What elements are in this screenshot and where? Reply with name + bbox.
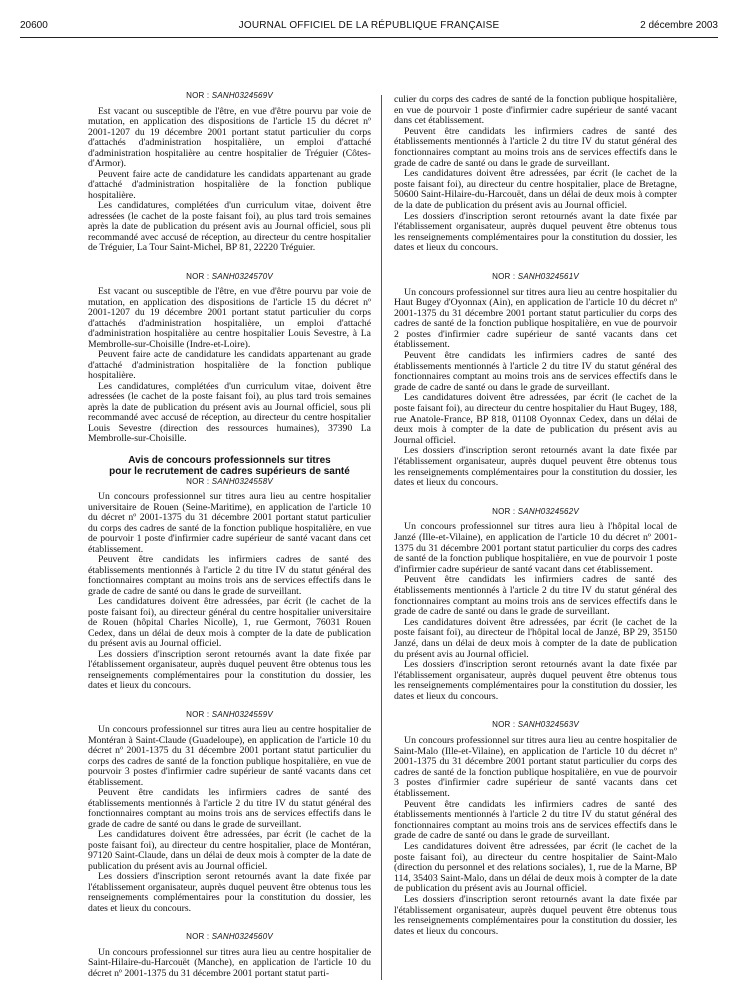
- paragraph: Les candidatures doivent être adressées, par écrit (le cachet de la poste faisant foi), au directeur du centre hospitalier, place de Bretagne, 50600 Saint-Hilaire-du-Harcouët, dans un délai de deux mois à compter de la date de publication du présent avis au Journal officiel.: [394, 168, 677, 211]
- paragraph: Peuvent être candidats les infirmiers cadres de santé des établissements mentionnés à l'article 2 du titre IV du statut général des fonctionnaires comptant au moins trois ans de services effectifs dans le grade de cadre de santé ou dans le grade de surveillant.: [394, 350, 677, 393]
- paragraph: Les candidatures doivent être adressées, par écrit (le cachet de la poste faisant foi), au directeur du centre hospitalier, place de Montéran, 97120 Saint-Claude, dans un délai de deux mois à compter de la date de publication du présent avis au Journal officiel.: [88, 829, 371, 872]
- header-rule: [20, 37, 718, 38]
- section-heading: [88, 455, 371, 477]
- paragraph: Un concours professionnel sur titres aura lieu au centre hospitalier de Saint-Malo (Ille-et-Vilaine), en application de l'article 10 du décret nº 2001-1375 du 31 décembre 2001 portant statut particulier du corps des cadres de santé de la fonction publique hospitalière, en vue de pourvoir 3 postes d'infirmier cadre supérieur de santé vacants dans cet établissement.: [394, 735, 677, 800]
- paragraph: Un concours professionnel sur titres aura lieu au centre hospitalier du Haut Bugey d'Oyonnax (Ain), en application de l'article 10 du décret nº 2001-1375 du 31 décembre 2001 portant statut particulier du corps des cadres de santé de la fonction publique hospitalière, en vue de pourvoir 2 postes d'infirmier cadre supérieur de santé vacants dans cet établissement.: [394, 286, 677, 351]
- notice-block: [394, 507, 677, 703]
- page-number: 20600: [20, 20, 48, 31]
- paragraph: culier du corps des cadres de santé de la fonction publique hospitalière, en vue de pourvoir 1 poste d'infirmier cadre supérieur de santé vacant dans cet établissement.: [394, 94, 677, 127]
- nor-reference: NOR : SANH0324560V: [186, 932, 273, 941]
- nor-reference: NOR : SANH0324561V: [492, 271, 579, 281]
- paragraph: Les candidatures doivent être adressées, par écrit (le cachet de la poste faisant foi), au directeur du centre hospitalier du Haut Bugey, 188, rue Anatole-France, BP 818, 01108 Oyonnax Cedex, dans un délai de deux mois à compter de la date de publication du présent avis au Journal officiel.: [394, 392, 677, 446]
- nor-reference: NOR : SANH0324558V: [186, 476, 273, 486]
- paragraph: Un concours professionnel sur titres aura lieu au centre hospitalier de Montéran à Saint-Claude (Guadeloupe), en application de l'article 10 du décret nº 2001-1375 du 31 décembre 2001 portant statut particulier du corps des cadres de santé de la fonction publique hospitalière, en vue de pourvoir 3 postes d'infirmier cadre supérieur de santé vacants dans cet établissement.: [88, 724, 371, 788]
- section-title: Avis de concours professionnels sur titres: [128, 454, 331, 466]
- paragraph: Peuvent être candidats les infirmiers cadres de santé des établissements mentionnés à l'article 2 du titre IV du statut général des fonctionnaires comptant au moins trois ans de services effectifs dans le grade de cadre de santé ou dans le grade de surveillant.: [394, 798, 677, 842]
- column-divider: [381, 95, 382, 980]
- paragraph: Les candidatures, complétées d'un curriculum vitae, doivent être adressées (le cachet de la poste faisant foi), au plus tard trois semaines après la date de publication du présent avis au Journal officiel, sous pli recommandé avec accusé de réception, au directeur du centre hospitalier de Tréguier, La Tour Saint-Michel, BP 81, 22220 Tréguier.: [88, 200, 371, 253]
- section-title: pour le recrutement de cadres supérieurs de santé: [109, 465, 350, 477]
- paragraph: Est vacant ou susceptible de l'être, en vue d'être pourvu par voie de mutation, en application des dispositions de l'article 15 du décret nº 2001-1207 du 19 décembre 2001 portant statut particulier du corps d'attachés d'administration hospitalière, un emploi d'attaché d'administration hospitalière au centre hospitalier Louis Sevestre, à La Membrolle-sur-Choisille (Indre-et-Loire).: [88, 286, 371, 350]
- paragraph: Peuvent être candidats les infirmiers cadres de santé des établissements mentionnés à l'article 2 du titre IV du statut général des fonctionnaires comptant au moins trois ans de services effectifs dans le grade de cadre de santé ou dans le grade de surveillant.: [88, 554, 371, 597]
- paragraph: Peuvent faire acte de candidature les candidats appartenant au grade d'attaché d'administration hospitalière de la fonction publique hospitalière.: [88, 349, 371, 381]
- page-header: [20, 20, 718, 36]
- issue-date: 2 décembre 2003: [640, 20, 718, 31]
- notice-block: [394, 272, 677, 489]
- paragraph: Les dossiers d'inscription seront retournés avant la date fixée par l'établissement organisateur, auprès duquel peuvent être obtenus tous les renseignements complémentaires pour la constitution du dossier, les dates et lieux du concours.: [394, 445, 677, 489]
- paragraph: Les candidatures doivent être adressées, par écrit (le cachet de la poste faisant foi), au directeur général du centre hospitalier universitaire de Rouen (hôpital Charles Nicolle), 1, rue Germont, 76031 Rouen Cedex, dans un délai de deux mois à compter de la date de publication du présent avis au Journal officiel.: [88, 596, 371, 649]
- notice-block: [88, 91, 371, 254]
- paragraph: Les dossiers d'inscription seront retournés avant la date fixée par l'établissement organisateur, auprès duquel peuvent être obtenus tous les renseignements complémentaires pour la constitution du dossier, les dates et lieux du concours.: [394, 659, 677, 702]
- paragraph: Les candidatures doivent être adressées, par écrit (le cachet de la poste faisant foi), au directeur du centre hospitalier de Saint-Malo (direction du personnel et des relations sociales), 1, rue de la Marne, BP 114, 35403 Saint-Malo, dans un délai de deux mois à compter de la date de publication du présent avis au Journal officiel.: [394, 841, 677, 895]
- left-column: [88, 91, 371, 979]
- paragraph: Les dossiers d'inscription seront retournés avant la date fixée par l'établissement organisateur, auprès duquel peuvent être obtenus tous les renseignements complémentaires pour la constitution du dossier, les dates et lieux du concours.: [88, 871, 371, 914]
- paragraph: Les candidatures doivent être adressées, par écrit (le cachet de la poste faisant foi), au directeur de l'hôpital local de Janzé, BP 29, 35150 Janzé, dans un délai de deux mois à compter de la date de publication du présent avis au Journal officiel.: [394, 616, 677, 660]
- nor-reference: NOR : SANH0324563V: [492, 720, 579, 730]
- paragraph: Peuvent être candidats les infirmiers cadres de santé des établissements mentionnés à l'article 2 du titre IV du statut général des fonctionnaires comptant au moins trois ans de services effectifs dans le grade de cadre de santé ou dans le grade de surveillant.: [394, 125, 677, 169]
- notice-block: [394, 95, 677, 254]
- paragraph: Un concours professionnel sur titres aura lieu au centre hospitalier universitaire de Rouen (Seine-Maritime), en application de l'article 10 du décret nº 2001-1375 du 31 décembre 2001 portant statut particulier du corps des cadres de santé de la fonction publique hospitalière, en vue de pourvoir 1 poste d'infirmier cadre supérieur de santé vacant dans cet établissement.: [88, 491, 371, 555]
- notice-block: [88, 477, 371, 692]
- paragraph: Les dossiers d'inscription seront retournés avant la date fixée par l'établissement organisateur, auprès duquel peuvent être obtenus tous les renseignements complémentaires pour la constitution du dossier, les dates et lieux du concours.: [394, 893, 677, 937]
- nor-reference: NOR : SANH0324569V: [186, 91, 273, 100]
- paragraph: Peuvent être candidats les infirmiers cadres de santé des établissements mentionnés à l'article 2 du titre IV du statut général des fonctionnaires comptant au moins trois ans de services effectifs dans le grade de cadre de santé ou dans le grade de surveillant.: [394, 574, 677, 618]
- right-column: [394, 95, 677, 937]
- nor-reference: NOR : SANH0324559V: [186, 709, 273, 719]
- paragraph: Les dossiers d'inscription seront retournés avant la date fixée par l'établissement organisateur, auprès duquel peuvent être obtenus tous les renseignements complémentaires pour la constitution du dossier, les dates et lieux du concours.: [394, 210, 677, 254]
- journal-title: JOURNAL OFFICIEL DE LA RÉPUBLIQUE FRANÇAISE: [238, 20, 500, 31]
- notice-block: [88, 272, 371, 445]
- nor-reference: NOR : SANH0324562V: [492, 506, 579, 516]
- paragraph: Peuvent être candidats les infirmiers cadres de santé des établissements mentionnés à l'article 2 du titre IV du statut général des fonctionnaires comptant au moins trois ans de services effectifs dans le grade de cadre de santé ou dans le grade de surveillant.: [88, 787, 371, 830]
- paragraph: Les candidatures, complétées d'un curriculum vitae, doivent être adressées (le cachet de la poste faisant foi), au plus tard trois semaines après la date de publication du présent avis au Journal officiel, sous pli recommandé avec accusé de réception, au directeur du centre hospitalier Louis Sevestre (direction des ressources humaines), 37390 La Membrolle-sur-Choisille.: [88, 380, 371, 444]
- notice-block: [394, 720, 677, 937]
- paragraph: Est vacant ou susceptible de l'être, en vue d'être pourvu par voie de mutation, en application des dispositions de l'article 15 du décret nº 2001-1207 du 19 décembre 2001 portant statut particulier du corps d'attachés d'administration hospitalière, un emploi d'attaché d'administration hospitalière au centre hospitalier de Tréguier (Côtes-d'Armor).: [88, 105, 371, 169]
- notice-block: [88, 710, 371, 915]
- paragraph: Un concours professionnel sur titres aura lieu au centre hospitalier de Saint-Hilaire-du-Harcouët (Manche), en application de l'article 10 du décret nº 2001-1375 du 31 décembre 2001 portant statut parti-: [88, 946, 371, 979]
- paragraph: Les dossiers d'inscription seront retournés avant la date fixée par l'établissement organisateur, auprès duquel peuvent être obtenus tous les renseignements complémentaires pour la constitution du dossier, les dates et lieux du concours.: [88, 648, 371, 691]
- notice-block: [88, 932, 371, 979]
- paragraph: Peuvent faire acte de candidature les candidats appartenant au grade d'attaché d'administration hospitalière de la fonction publique hospitalière.: [88, 168, 371, 201]
- nor-reference: NOR : SANH0324570V: [186, 271, 273, 281]
- paragraph: Un concours professionnel sur titres aura lieu à l'hôpital local de Janzé (Ille-et-Vilaine), en application de l'article 10 du décret nº 2001-1375 du 31 décembre 2001 portant statut particulier du corps des cadres de santé de la fonction publique hospitalière, en vue de pourvoir 1 poste d'infirmier cadre supérieur de santé vacant dans cet établissement.: [394, 521, 677, 575]
